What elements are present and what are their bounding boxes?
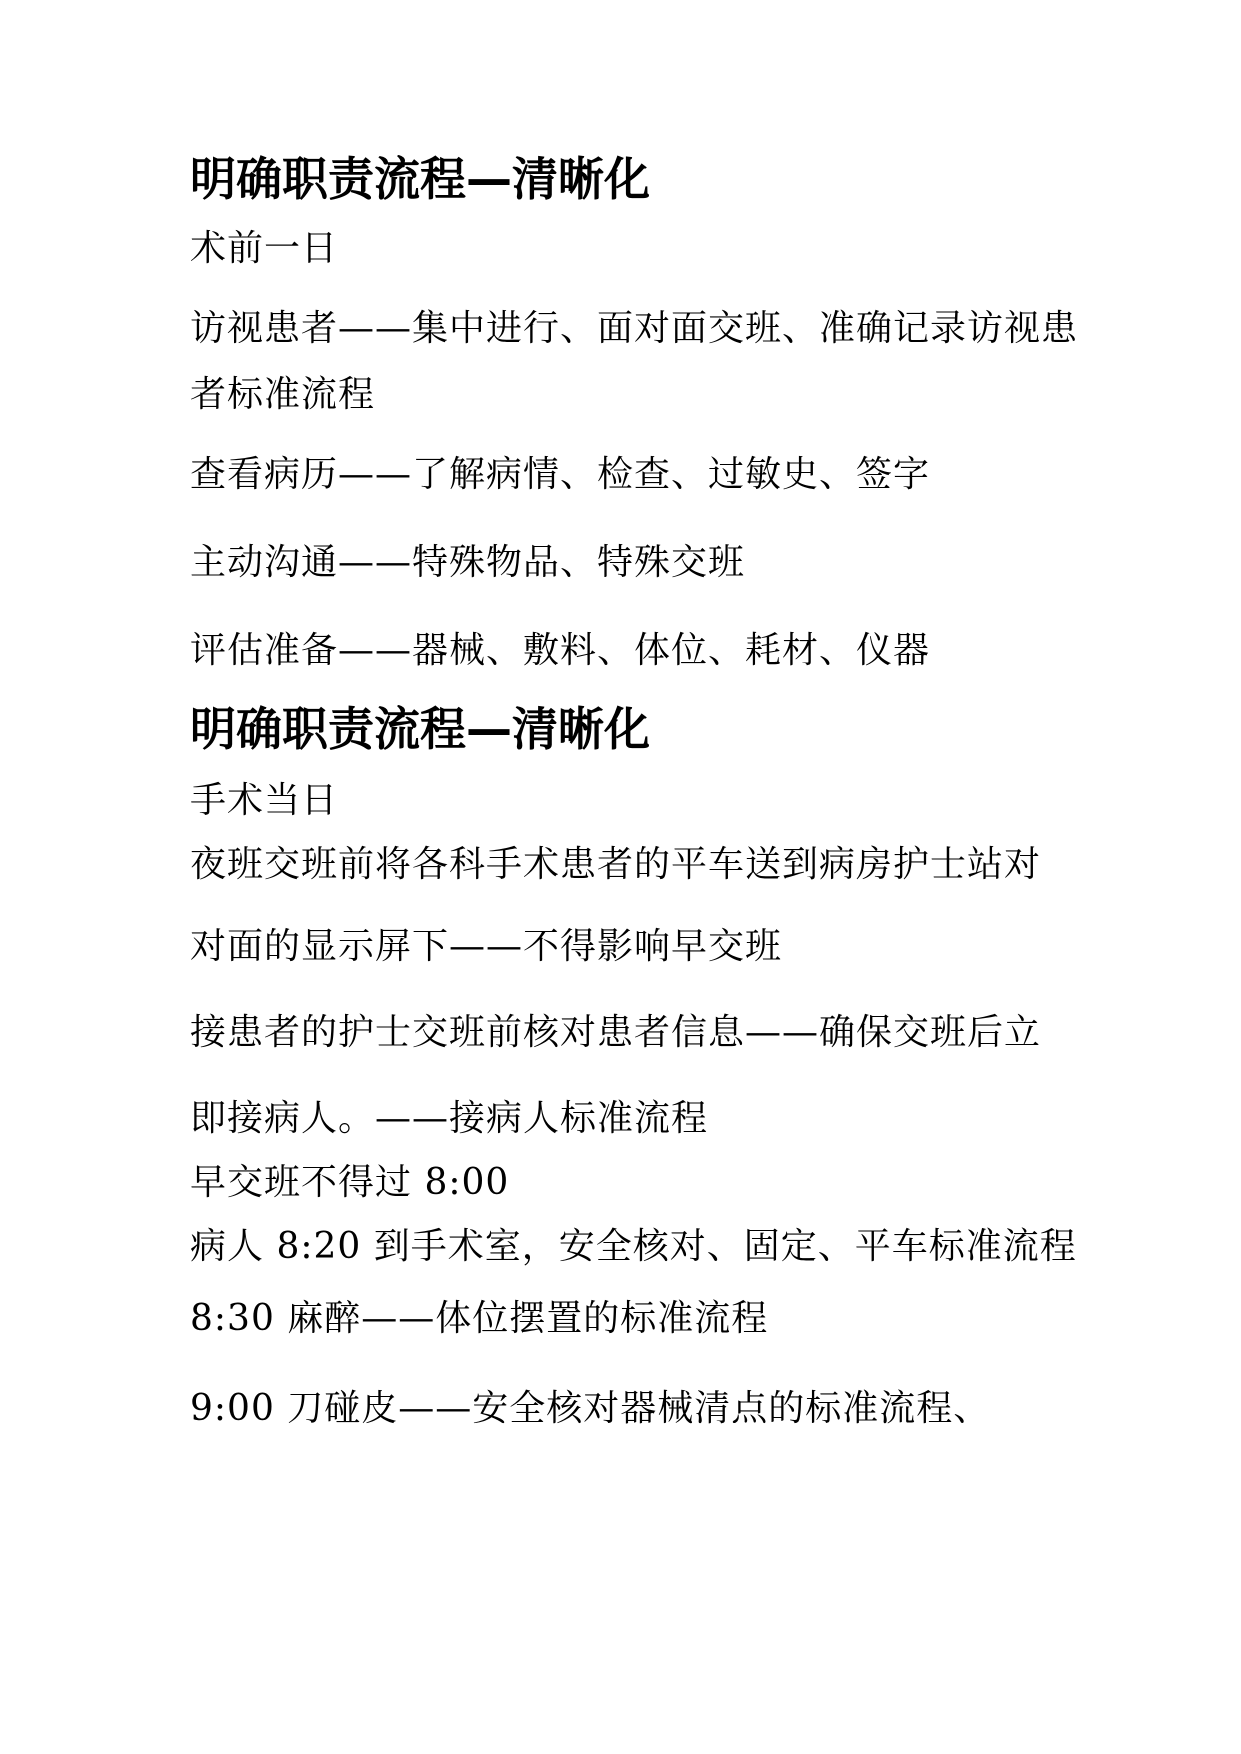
section-heading: 明确职责流程—清晰化 xyxy=(190,702,650,756)
paragraph-line: 接患者的护士交班前核对患者信息——确保交班后立 xyxy=(190,1012,1042,1053)
paragraph-line: 早交班不得过 8:00 xyxy=(190,1162,510,1203)
paragraph-line: 病人 8:20 到手术室，安全核对、固定、平车标准流程 xyxy=(190,1226,1077,1267)
paragraph-line: 对面的显示屏下——不得影响早交班 xyxy=(190,926,783,967)
paragraph-line: 查看病历——了解病情、检查、过敏史、签字 xyxy=(190,454,931,495)
subheading-day-before: 术前一日 xyxy=(190,228,339,269)
paragraph-line: 即接病人。——接病人标准流程 xyxy=(190,1098,709,1139)
paragraph-line: 者标准流程 xyxy=(190,374,376,415)
paragraph-line: 夜班交班前将各科手术患者的平车送到病房护士站对 xyxy=(190,844,1042,885)
paragraph-line: 评估准备——器械、敷料、体位、耗材、仪器 xyxy=(190,630,931,671)
subheading-surgery-day: 手术当日 xyxy=(190,780,339,821)
paragraph-line: 主动沟通——特殊物品、特殊交班 xyxy=(190,542,746,583)
section-heading: 明确职责流程—清晰化 xyxy=(190,152,650,206)
paragraph-line: 访视患者——集中进行、面对面交班、准确记录访视患 xyxy=(190,308,1079,349)
paragraph-line: 9:00 刀碰皮——安全核对器械清点的标准流程、 xyxy=(190,1388,991,1429)
paragraph-line: 8:30 麻醉——体位摆置的标准流程 xyxy=(190,1298,769,1339)
